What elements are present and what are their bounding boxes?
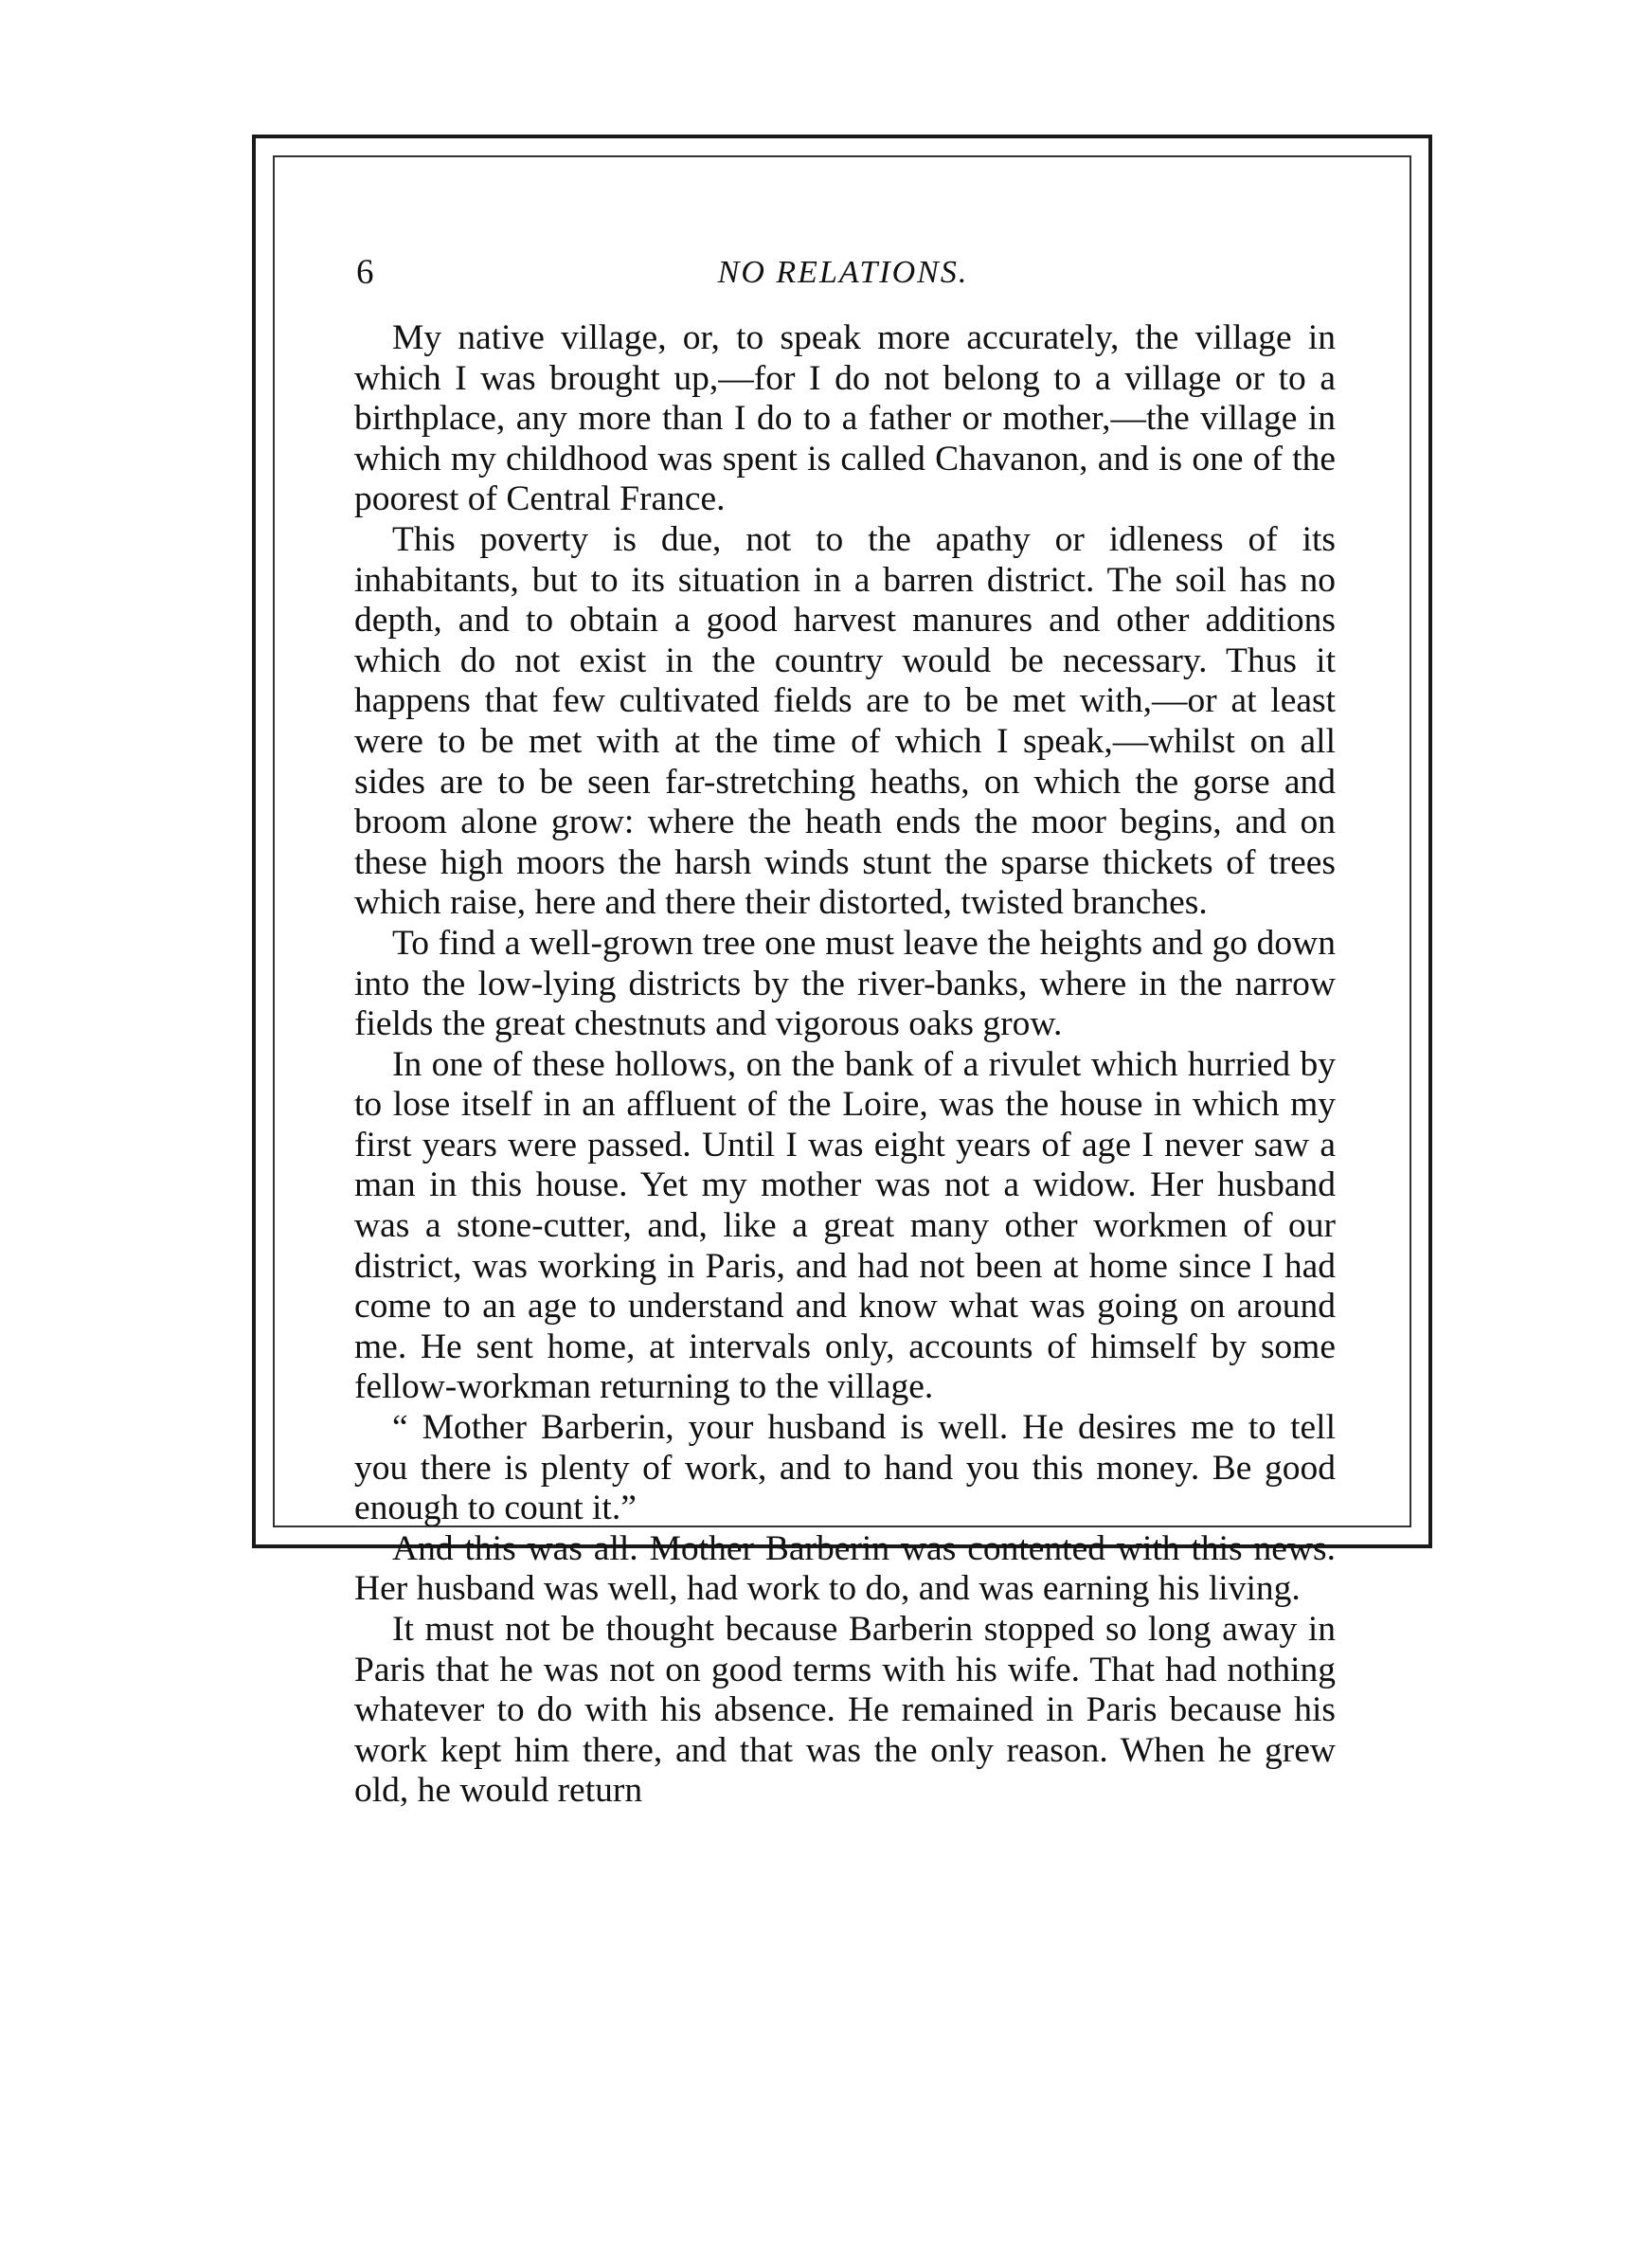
paragraph: To find a well-grown tree one must leave the heights and go down into the low-lying districts by the river-banks, where in the narrow fields the great chestnuts and vigorous oaks grow. (354, 923, 1336, 1044)
paragraph: This poverty is due, not to the apathy or idleness of its inhabitants, but to its situation in a barren district. The soil has no depth, and to obtain a good harvest manures and other additions which do not exist in the country would be necessary. Thus it happens that few cultivated fields are to be met with,—or at least were to be met with at the time of which I speak,—whilst on all sides are to be seen far-stretching heaths, on which the gorse and broom alone grow: where the heath ends the moor begins, and on these high moors the harsh winds stunt the sparse thickets of trees which raise, here and there their distorted, twisted branches. (354, 519, 1336, 923)
paragraph: “ Mother Barberin, your husband is well. He desires me to tell you there is plenty of work, and to hand you this money. Be good enough to count it.” (354, 1408, 1336, 1528)
running-title: NO RELATIONS. (717, 255, 969, 290)
paragraph: And this was all. Mother Barberin was contented with this news. Her husband was well, had work to do, and was earning his living. (354, 1528, 1336, 1609)
text-body (354, 318, 1336, 1812)
page-number: 6 (356, 253, 374, 292)
page-header (350, 244, 1336, 301)
paragraph: In one of these hollows, on the bank of a rivulet which hurried by to lose itself in an affluent of the Loire, was the house in which my first years were passed. Until I was eight years of age I never saw a man in this house. Yet my mother was not a widow. Her husband was a stone-cutter, and, like a great many other workmen of our district, was working in Paris, and had not been at home since I had come to an age to understand and know what was going on around me. He sent home, at intervals only, accounts of himself by some fellow-workman returning to the village. (354, 1044, 1336, 1407)
paragraph: It must not be thought because Barberin stopped so long away in Paris that he was not on good terms with his wife. That had nothing whatever to do with his absence. He remained in Paris because his work kept him there, and that was the only reason. When he grew old, he would return (354, 1610, 1336, 1811)
paragraph: My native village, or, to speak more accurately, the village in which I was brought up,—for I do not belong to a village or to a birthplace, any more than I do to a father or mother,—the village in which my childhood was spent is called Chavanon, and is one of the poorest of Central France. (354, 318, 1336, 519)
